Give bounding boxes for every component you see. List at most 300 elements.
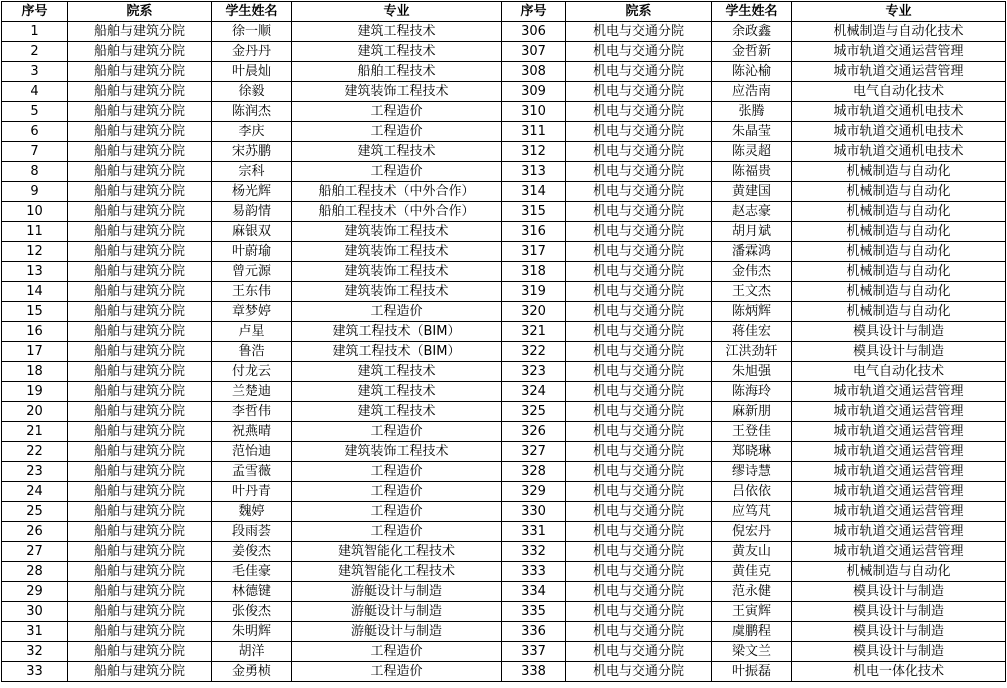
student-name-cell: 姜俊杰: [212, 542, 292, 562]
table-row: [2, 442, 1006, 462]
student-name-cell-right: 应笃芃: [712, 502, 792, 522]
major-cell-right: 城市轨道交通运营管理: [792, 522, 1006, 542]
student-name-cell-right: 倪宏丹: [712, 522, 792, 542]
major-cell: 建筑装饰工程技术: [292, 82, 502, 102]
student-name-cell: 叶丹青: [212, 482, 292, 502]
student-name-cell-right: 赵志豪: [712, 202, 792, 222]
department-cell: 船舶与建筑分院: [68, 422, 212, 442]
department-cell: 船舶与建筑分院: [68, 142, 212, 162]
serial-cell-right: 310: [502, 102, 566, 122]
student-name-cell: 林德键: [212, 582, 292, 602]
student-name-cell-right: 王文杰: [712, 282, 792, 302]
table-row: [2, 482, 1006, 502]
major-cell: 工程造价: [292, 162, 502, 182]
department-cell-right: 机电与交通分院: [566, 522, 712, 542]
table-row: [2, 602, 1006, 622]
serial-cell-right: 326: [502, 422, 566, 442]
department-cell-right: 机电与交通分院: [566, 102, 712, 122]
department-cell: 船舶与建筑分院: [68, 442, 212, 462]
department-cell: 船舶与建筑分院: [68, 622, 212, 642]
student-name-cell: 李哲伟: [212, 402, 292, 422]
table-row: [2, 82, 1006, 102]
table-row: [2, 382, 1006, 402]
serial-cell: 8: [2, 162, 68, 182]
department-cell-right: 机电与交通分院: [566, 622, 712, 642]
major-cell: 建筑工程技术: [292, 142, 502, 162]
serial-cell: 25: [2, 502, 68, 522]
table-row: [2, 622, 1006, 642]
major-cell-right: 电气自动化技术: [792, 82, 1006, 102]
student-name-cell-right: 江洪劲轩: [712, 342, 792, 362]
major-cell-right: 城市轨道交通运营管理: [792, 62, 1006, 82]
major-cell: 建筑装饰工程技术: [292, 262, 502, 282]
student-name-cell-right: 梁文兰: [712, 642, 792, 662]
serial-cell-right: 331: [502, 522, 566, 542]
serial-cell-right: 329: [502, 482, 566, 502]
student-name-cell-right: 叶振磊: [712, 662, 792, 682]
serial-cell-right: 312: [502, 142, 566, 162]
serial-cell: 30: [2, 602, 68, 622]
serial-cell-right: 322: [502, 342, 566, 362]
student-name-cell-right: 陈炳辉: [712, 302, 792, 322]
department-cell-right: 机电与交通分院: [566, 602, 712, 622]
serial-cell: 12: [2, 242, 68, 262]
serial-cell-right: 316: [502, 222, 566, 242]
student-name-cell: 范怡迪: [212, 442, 292, 462]
table-row: [2, 642, 1006, 662]
department-cell-right: 机电与交通分院: [566, 282, 712, 302]
table-row: [2, 502, 1006, 522]
department-cell: 船舶与建筑分院: [68, 182, 212, 202]
department-cell: 船舶与建筑分院: [68, 302, 212, 322]
serial-cell-right: 328: [502, 462, 566, 482]
major-cell-right: 机械制造与自动化: [792, 182, 1006, 202]
table-row: [2, 142, 1006, 162]
serial-cell-right: 323: [502, 362, 566, 382]
department-cell: 船舶与建筑分院: [68, 602, 212, 622]
serial-cell: 11: [2, 222, 68, 242]
student-name-cell-right: 朱晶莹: [712, 122, 792, 142]
department-cell-right: 机电与交通分院: [566, 222, 712, 242]
major-cell-right: 模具设计与制造: [792, 322, 1006, 342]
department-cell: 船舶与建筑分院: [68, 402, 212, 422]
serial-cell: 6: [2, 122, 68, 142]
student-name-cell-right: 余政鑫: [712, 22, 792, 42]
table-row: [2, 322, 1006, 342]
major-cell-right: 城市轨道交通运营管理: [792, 502, 1006, 522]
major-cell: 建筑工程技术: [292, 362, 502, 382]
serial-cell: 28: [2, 562, 68, 582]
serial-cell: 13: [2, 262, 68, 282]
student-name-cell: 魏婷: [212, 502, 292, 522]
major-cell-right: 机械制造与自动化: [792, 242, 1006, 262]
table-row: [2, 302, 1006, 322]
department-cell-right: 机电与交通分院: [566, 462, 712, 482]
serial-cell: 9: [2, 182, 68, 202]
major-cell-right: 机械制造与自动化技术: [792, 22, 1006, 42]
major-cell: 船舶工程技术: [292, 62, 502, 82]
student-name-cell-right: 王登佳: [712, 422, 792, 442]
table-row: [2, 522, 1006, 542]
major-cell: 建筑智能化工程技术: [292, 562, 502, 582]
department-cell: 船舶与建筑分院: [68, 42, 212, 62]
student-name-cell: 章梦婷: [212, 302, 292, 322]
serial-cell: 4: [2, 82, 68, 102]
major-cell: 建筑工程技术（BIM）: [292, 342, 502, 362]
table-row: [2, 62, 1006, 82]
department-cell-right: 机电与交通分院: [566, 162, 712, 182]
major-cell-right: 电气自动化技术: [792, 362, 1006, 382]
serial-cell-right: 336: [502, 622, 566, 642]
header-department: 院系: [68, 2, 212, 22]
header-serial-right: 序号: [502, 2, 566, 22]
major-cell-right: 机电一体化技术: [792, 662, 1006, 682]
major-cell-right: 城市轨道交通运营管理: [792, 402, 1006, 422]
serial-cell-right: 314: [502, 182, 566, 202]
department-cell: 船舶与建筑分院: [68, 462, 212, 482]
major-cell: 工程造价: [292, 122, 502, 142]
serial-cell: 21: [2, 422, 68, 442]
department-cell: 船舶与建筑分院: [68, 82, 212, 102]
major-cell-right: 城市轨道交通运营管理: [792, 382, 1006, 402]
department-cell: 船舶与建筑分院: [68, 22, 212, 42]
major-cell-right: 城市轨道交通运营管理: [792, 462, 1006, 482]
table-row: [2, 102, 1006, 122]
major-cell: 工程造价: [292, 522, 502, 542]
major-cell: 工程造价: [292, 422, 502, 442]
department-cell: 船舶与建筑分院: [68, 242, 212, 262]
department-cell: 船舶与建筑分院: [68, 562, 212, 582]
serial-cell: 24: [2, 482, 68, 502]
serial-cell-right: 317: [502, 242, 566, 262]
serial-cell: 23: [2, 462, 68, 482]
serial-cell: 26: [2, 522, 68, 542]
table-row: [2, 342, 1006, 362]
serial-cell: 33: [2, 662, 68, 682]
major-cell-right: 城市轨道交通运营管理: [792, 442, 1006, 462]
student-name-cell: 鲁浩: [212, 342, 292, 362]
serial-cell-right: 325: [502, 402, 566, 422]
major-cell-right: 城市轨道交通运营管理: [792, 42, 1006, 62]
major-cell: 工程造价: [292, 642, 502, 662]
serial-cell: 3: [2, 62, 68, 82]
table-row: [2, 542, 1006, 562]
major-cell: 工程造价: [292, 102, 502, 122]
major-cell: 建筑工程技术: [292, 382, 502, 402]
serial-cell-right: 320: [502, 302, 566, 322]
student-name-cell: 徐毅: [212, 82, 292, 102]
serial-cell: 19: [2, 382, 68, 402]
student-name-cell: 宋苏鹏: [212, 142, 292, 162]
serial-cell-right: 307: [502, 42, 566, 62]
student-name-cell-right: 金哲新: [712, 42, 792, 62]
table-row: [2, 202, 1006, 222]
major-cell: 游艇设计与制造: [292, 622, 502, 642]
student-name-cell: 付龙云: [212, 362, 292, 382]
student-name-cell: 易韵情: [212, 202, 292, 222]
department-cell: 船舶与建筑分院: [68, 262, 212, 282]
major-cell-right: 机械制造与自动化: [792, 562, 1006, 582]
student-name-cell-right: 蒋佳宏: [712, 322, 792, 342]
department-cell: 船舶与建筑分院: [68, 102, 212, 122]
student-name-cell-right: 缪诗慧: [712, 462, 792, 482]
department-cell-right: 机电与交通分院: [566, 202, 712, 222]
major-cell-right: 模具设计与制造: [792, 642, 1006, 662]
department-cell: 船舶与建筑分院: [68, 582, 212, 602]
department-cell: 船舶与建筑分院: [68, 322, 212, 342]
student-name-cell-right: 范永健: [712, 582, 792, 602]
student-name-cell: 祝燕晴: [212, 422, 292, 442]
table-row: [2, 562, 1006, 582]
student-name-cell-right: 黄友山: [712, 542, 792, 562]
department-cell: 船舶与建筑分院: [68, 362, 212, 382]
department-cell-right: 机电与交通分院: [566, 382, 712, 402]
department-cell: 船舶与建筑分院: [68, 202, 212, 222]
department-cell-right: 机电与交通分院: [566, 402, 712, 422]
student-name-cell-right: 陈福贵: [712, 162, 792, 182]
major-cell: 工程造价: [292, 482, 502, 502]
table-row: [2, 282, 1006, 302]
department-cell: 船舶与建筑分院: [68, 502, 212, 522]
serial-cell-right: 315: [502, 202, 566, 222]
serial-cell: 10: [2, 202, 68, 222]
department-cell-right: 机电与交通分院: [566, 22, 712, 42]
major-cell: 工程造价: [292, 662, 502, 682]
department-cell: 船舶与建筑分院: [68, 382, 212, 402]
student-name-cell: 宗科: [212, 162, 292, 182]
department-cell-right: 机电与交通分院: [566, 422, 712, 442]
serial-cell-right: 324: [502, 382, 566, 402]
major-cell: 船舶工程技术（中外合作）: [292, 202, 502, 222]
department-cell: 船舶与建筑分院: [68, 482, 212, 502]
student-name-cell-right: 郑晓琳: [712, 442, 792, 462]
header-row: [2, 2, 1006, 22]
student-name-cell: 卢星: [212, 322, 292, 342]
serial-cell-right: 332: [502, 542, 566, 562]
table-row: [2, 42, 1006, 62]
department-cell-right: 机电与交通分院: [566, 482, 712, 502]
major-cell: 工程造价: [292, 302, 502, 322]
serial-cell-right: 330: [502, 502, 566, 522]
student-name-cell: 金丹丹: [212, 42, 292, 62]
student-name-cell-right: 应浩南: [712, 82, 792, 102]
serial-cell-right: 318: [502, 262, 566, 282]
student-name-cell-right: 张腾: [712, 102, 792, 122]
department-cell: 船舶与建筑分院: [68, 122, 212, 142]
major-cell: 游艇设计与制造: [292, 602, 502, 622]
student-name-cell: 李庆: [212, 122, 292, 142]
department-cell-right: 机电与交通分院: [566, 342, 712, 362]
serial-cell-right: 306: [502, 22, 566, 42]
serial-cell: 7: [2, 142, 68, 162]
serial-cell-right: 308: [502, 62, 566, 82]
major-cell-right: 城市轨道交通运营管理: [792, 482, 1006, 502]
table-row: [2, 662, 1006, 682]
student-name-cell-right: 朱旭强: [712, 362, 792, 382]
major-cell: 建筑工程技术: [292, 42, 502, 62]
table-row: [2, 22, 1006, 42]
major-cell-right: 模具设计与制造: [792, 602, 1006, 622]
student-name-cell-right: 金伟杰: [712, 262, 792, 282]
department-cell-right: 机电与交通分院: [566, 582, 712, 602]
major-cell-right: 城市轨道交通机电技术: [792, 102, 1006, 122]
major-cell: 建筑装饰工程技术: [292, 242, 502, 262]
department-cell: 船舶与建筑分院: [68, 662, 212, 682]
serial-cell: 2: [2, 42, 68, 62]
header-department-right: 院系: [566, 2, 712, 22]
table-row: [2, 242, 1006, 262]
department-cell-right: 机电与交通分院: [566, 122, 712, 142]
department-cell: 船舶与建筑分院: [68, 342, 212, 362]
table-row: [2, 422, 1006, 442]
major-cell-right: 模具设计与制造: [792, 342, 1006, 362]
department-cell: 船舶与建筑分院: [68, 162, 212, 182]
student-name-cell: 叶晨灿: [212, 62, 292, 82]
student-name-cell: 朱明辉: [212, 622, 292, 642]
serial-cell: 32: [2, 642, 68, 662]
table-row: [2, 222, 1006, 242]
major-cell: 游艇设计与制造: [292, 582, 502, 602]
header-major: 专业: [292, 2, 502, 22]
department-cell-right: 机电与交通分院: [566, 662, 712, 682]
major-cell: 建筑智能化工程技术: [292, 542, 502, 562]
serial-cell: 18: [2, 362, 68, 382]
department-cell-right: 机电与交通分院: [566, 42, 712, 62]
student-name-cell-right: 黄建国: [712, 182, 792, 202]
student-name-cell-right: 虞鹏程: [712, 622, 792, 642]
serial-cell-right: 309: [502, 82, 566, 102]
major-cell: 建筑装饰工程技术: [292, 222, 502, 242]
department-cell: 船舶与建筑分院: [68, 542, 212, 562]
student-name-cell-right: 麻新朋: [712, 402, 792, 422]
serial-cell: 27: [2, 542, 68, 562]
department-cell: 船舶与建筑分院: [68, 642, 212, 662]
serial-cell: 14: [2, 282, 68, 302]
department-cell-right: 机电与交通分院: [566, 562, 712, 582]
department-cell-right: 机电与交通分院: [566, 82, 712, 102]
table-row: [2, 182, 1006, 202]
student-name-cell-right: 陈灵超: [712, 142, 792, 162]
header-major-right: 专业: [792, 2, 1006, 22]
major-cell: 船舶工程技术（中外合作）: [292, 182, 502, 202]
student-name-cell: 兰楚迪: [212, 382, 292, 402]
table-row: [2, 162, 1006, 182]
header-student-name-right: 学生姓名: [712, 2, 792, 22]
header-student-name: 学生姓名: [212, 2, 292, 22]
serial-cell-right: 319: [502, 282, 566, 302]
student-list-table: [1, 1, 1006, 682]
department-cell-right: 机电与交通分院: [566, 502, 712, 522]
student-name-cell: 徐一顺: [212, 22, 292, 42]
major-cell: 工程造价: [292, 462, 502, 482]
student-name-cell: 曾元源: [212, 262, 292, 282]
table-row: [2, 362, 1006, 382]
student-name-cell: 陈润杰: [212, 102, 292, 122]
major-cell: 建筑工程技术: [292, 22, 502, 42]
major-cell-right: 城市轨道交通运营管理: [792, 542, 1006, 562]
department-cell-right: 机电与交通分院: [566, 642, 712, 662]
student-name-cell-right: 吕依依: [712, 482, 792, 502]
major-cell-right: 城市轨道交通运营管理: [792, 422, 1006, 442]
table-row: [2, 402, 1006, 422]
major-cell: 工程造价: [292, 502, 502, 522]
department-cell-right: 机电与交通分院: [566, 262, 712, 282]
serial-cell-right: 327: [502, 442, 566, 462]
major-cell: 建筑工程技术（BIM）: [292, 322, 502, 342]
student-name-cell: 胡洋: [212, 642, 292, 662]
student-name-cell: 毛佳豪: [212, 562, 292, 582]
department-cell-right: 机电与交通分院: [566, 362, 712, 382]
major-cell: 建筑工程技术: [292, 402, 502, 422]
department-cell-right: 机电与交通分院: [566, 142, 712, 162]
major-cell-right: 模具设计与制造: [792, 622, 1006, 642]
department-cell-right: 机电与交通分院: [566, 322, 712, 342]
table-row: [2, 122, 1006, 142]
student-name-cell: 王东伟: [212, 282, 292, 302]
serial-cell-right: 313: [502, 162, 566, 182]
student-name-cell-right: 陈沁榆: [712, 62, 792, 82]
major-cell-right: 机械制造与自动化: [792, 302, 1006, 322]
student-name-cell: 段雨荟: [212, 522, 292, 542]
major-cell: 建筑装饰工程技术: [292, 282, 502, 302]
department-cell-right: 机电与交通分院: [566, 302, 712, 322]
student-name-cell: 金勇桢: [212, 662, 292, 682]
serial-cell: 17: [2, 342, 68, 362]
serial-cell-right: 311: [502, 122, 566, 142]
major-cell: 建筑装饰工程技术: [292, 442, 502, 462]
major-cell-right: 机械制造与自动化: [792, 222, 1006, 242]
major-cell-right: 城市轨道交通机电技术: [792, 122, 1006, 142]
student-name-cell-right: 陈海玲: [712, 382, 792, 402]
department-cell-right: 机电与交通分院: [566, 542, 712, 562]
major-cell-right: 机械制造与自动化: [792, 202, 1006, 222]
department-cell: 船舶与建筑分院: [68, 522, 212, 542]
department-cell: 船舶与建筑分院: [68, 282, 212, 302]
serial-cell: 5: [2, 102, 68, 122]
student-name-cell: 麻银双: [212, 222, 292, 242]
serial-cell: 31: [2, 622, 68, 642]
student-name-cell-right: 胡月斌: [712, 222, 792, 242]
serial-cell: 22: [2, 442, 68, 462]
major-cell-right: 机械制造与自动化: [792, 262, 1006, 282]
department-cell: 船舶与建筑分院: [68, 222, 212, 242]
department-cell-right: 机电与交通分院: [566, 242, 712, 262]
student-name-cell-right: 王寅辉: [712, 602, 792, 622]
student-name-cell: 杨光辉: [212, 182, 292, 202]
student-name-cell-right: 潘霖鸿: [712, 242, 792, 262]
student-name-cell: 张俊杰: [212, 602, 292, 622]
major-cell-right: 机械制造与自动化: [792, 162, 1006, 182]
department-cell: 船舶与建筑分院: [68, 62, 212, 82]
table-row: [2, 462, 1006, 482]
table-row: [2, 262, 1006, 282]
header-serial: 序号: [2, 2, 68, 22]
serial-cell-right: 337: [502, 642, 566, 662]
serial-cell: 29: [2, 582, 68, 602]
department-cell-right: 机电与交通分院: [566, 182, 712, 202]
serial-cell-right: 321: [502, 322, 566, 342]
serial-cell: 20: [2, 402, 68, 422]
serial-cell-right: 338: [502, 662, 566, 682]
student-name-cell-right: 黄佳克: [712, 562, 792, 582]
student-name-cell: 叶蔚瑜: [212, 242, 292, 262]
serial-cell: 1: [2, 22, 68, 42]
major-cell-right: 机械制造与自动化: [792, 282, 1006, 302]
major-cell-right: 模具设计与制造: [792, 582, 1006, 602]
department-cell-right: 机电与交通分院: [566, 62, 712, 82]
table-body: [2, 22, 1006, 682]
serial-cell: 16: [2, 322, 68, 342]
